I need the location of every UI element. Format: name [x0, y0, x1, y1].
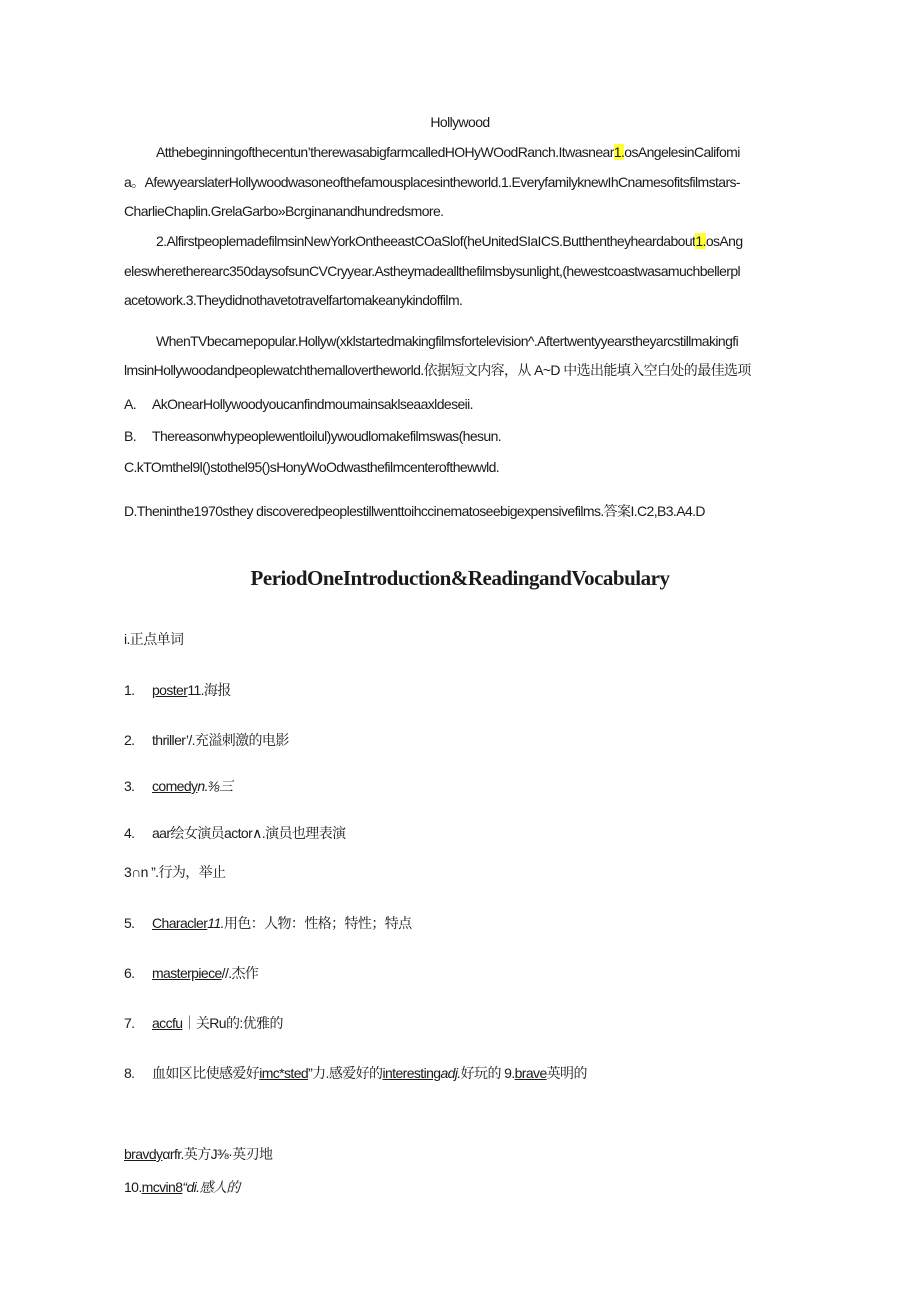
vocab-number: 6.	[124, 965, 135, 981]
p2-line1-text-b: osAng	[705, 233, 743, 249]
vocab-definition: αrfr.英方J⅜·英刃地	[162, 1146, 273, 1162]
paragraph-2-line-2: eleswheretherearc350daysofsunCVCryyear.Astheymadeallthefilmsbysunlight,(hewestcoastwasamuchbellerpl	[124, 263, 741, 279]
vocab-number: 10.	[124, 1179, 142, 1195]
vocab-definition: //.杰作	[221, 965, 259, 981]
vocab-text: 血如区比使感爱好	[152, 1065, 260, 1081]
passage-title: Hollywood	[430, 114, 490, 130]
paragraph-2-line-3: acetowork.3.Theydidnothavetotravelfartomakeanykindoffilm.	[124, 292, 463, 308]
paragraph-3-line-1: WhenTVbecamepopular.Hollyw(xklstartedmakingfilmsfortelevision^.Aftertwentyyearstheyarcstillmakingfi	[156, 333, 739, 349]
paragraph-2-line-1	[156, 232, 743, 250]
p1-line1-text-b: osAngelesinCalifomi	[624, 144, 740, 160]
vocab-number: 3.	[124, 778, 135, 794]
vocab-definition: 用色：人物：性格；特性；特点	[223, 915, 412, 931]
highlight-marker: 1.	[695, 233, 706, 249]
highlight-marker: 1.	[613, 144, 625, 160]
vocab-definition: ｜关Ru的:优雅的	[182, 1015, 283, 1031]
vocab-word: poster	[152, 682, 188, 698]
paragraph-1-line-1	[156, 143, 740, 161]
vocab-item-1	[124, 681, 231, 699]
option-b-letter: B.	[124, 428, 137, 444]
vocab-word: imc*sted	[259, 1065, 309, 1081]
p2-line1-text-a: 2.AlfirstpeoplemadefilmsinNewYorkOntheeastCOaSlof(heUnitedSIaICS.Butthentheyheardabout	[156, 233, 696, 249]
vocab-word: mcvin8	[141, 1179, 183, 1195]
vocab-item-6	[124, 964, 258, 982]
vocab-number: 1.	[124, 682, 135, 698]
vocab-word: comedy	[152, 778, 198, 794]
vocab-definition: n.⅜三	[197, 778, 233, 794]
paragraph-3-line-2: lmsinHollywoodandpeoplewatchthemallovertheworld.依据短文内容，从 A~D 中选出能填入空白处的最佳选项	[124, 362, 751, 378]
paragraph-1-line-3: CharlieChaplin.GrelaGarbo»Bcrginanandhundredsmore.	[124, 203, 444, 219]
option-d-and-answer: D.Theninthe1970sthey discoveredpeoplestillwenttoihccinematoseebigexpensivefilms.答案I.C2,B3.A4.D	[124, 503, 705, 519]
vocab-number: 5.	[124, 915, 135, 931]
vocab-item-10	[124, 1178, 240, 1196]
option-c: C.kTOmthel9l()stothel95()sHonyWoOdwasthefilmcenterofthewwld.	[124, 459, 500, 475]
vocab-word: interesting	[382, 1065, 441, 1081]
vocab-text: 好玩的 9.	[460, 1065, 515, 1081]
vocab-number: 8.	[124, 1065, 135, 1081]
vocab-word: bravdy	[124, 1146, 163, 1162]
option-b-text: Thereasonwhypeoplewentloilul)ywoudlomakefilmswas(hesun.	[152, 428, 502, 444]
vocab-number: 7.	[124, 1015, 135, 1031]
vocab-item-3	[124, 777, 232, 795]
vocab-item-4	[124, 824, 346, 842]
period-title: PeriodOneIntroduction&ReadingandVocabulary	[250, 566, 670, 590]
vocab-word: accfu	[152, 1015, 183, 1031]
option-a-text: AkOnearHollywoodyoucanfindmoumainsaklseaaxldeseii.	[152, 396, 473, 412]
section-heading: i.正点单词	[124, 631, 184, 647]
vocab-item-2	[124, 731, 289, 749]
vocab-mark: 11.	[207, 915, 224, 931]
option-a-letter: A.	[124, 396, 137, 412]
vocab-item-8	[124, 1064, 587, 1082]
vocab-number: 2.	[124, 732, 135, 748]
p1-line1-text-a: Atthebeginningofthecentun’therewasabigfarmcalledHOHyWOodRanch.Itwasnear	[156, 144, 614, 160]
vocab-text: 英明的	[546, 1065, 587, 1081]
vocab-item-4-sub: 3∩n ”.行为，举止	[124, 864, 226, 880]
vocab-item-5	[124, 914, 412, 932]
option-a	[124, 395, 473, 413]
vocab-item-7	[124, 1014, 283, 1032]
vocab-word: thriller	[152, 732, 186, 748]
paragraph-1-line-2: a。AfewyearslaterHollywoodwasoneofthefamousplacesintheworld.1.EveryfamilyknewIhCnamesofitsfilmstars-	[124, 174, 740, 190]
vocab-pos: adj.	[440, 1065, 461, 1081]
vocab-word: masterpiece	[152, 965, 222, 981]
vocab-word: brave	[514, 1065, 547, 1081]
option-b	[124, 427, 501, 445]
vocab-definition: ’/.充溢刺激的电影	[185, 732, 289, 748]
vocab-definition: 11.海报	[187, 682, 231, 698]
vocab-text: ”力.感爱好的	[308, 1065, 383, 1081]
vocab-number: 4.	[124, 825, 135, 841]
vocab-word: Characler	[152, 915, 208, 931]
vocab-definition: aar绘女演员actor∧.演员也理表演	[152, 825, 346, 841]
vocab-item-9	[124, 1145, 272, 1163]
vocab-definition: “di.感人的	[182, 1179, 240, 1195]
